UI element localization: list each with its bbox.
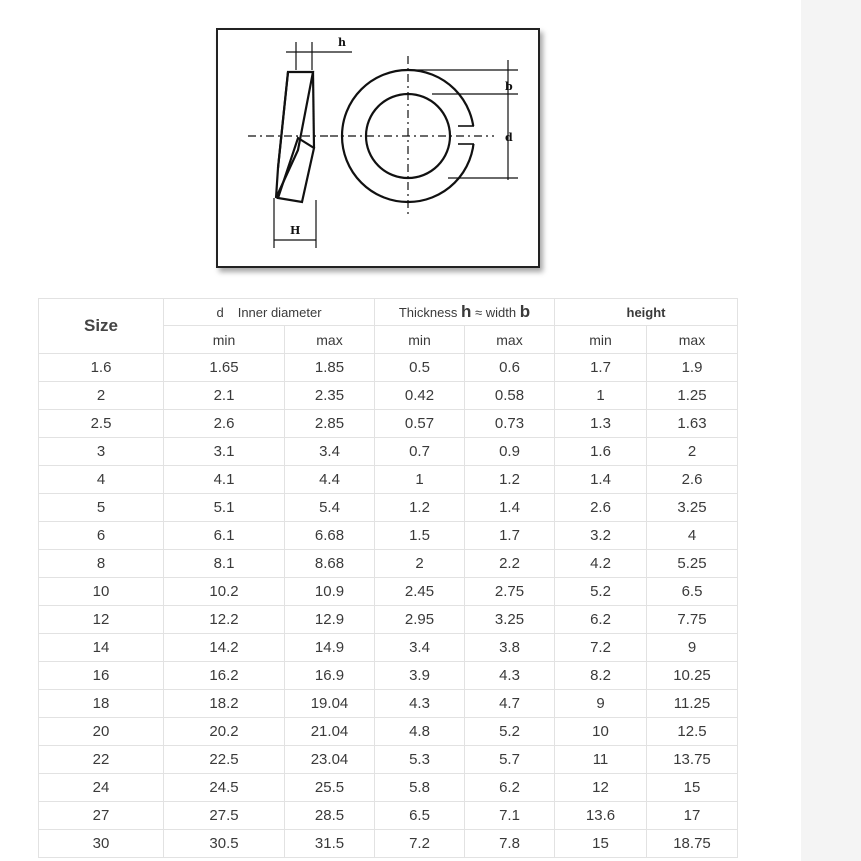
value-cell: 0.73 bbox=[465, 410, 555, 438]
value-cell: 5.4 bbox=[285, 494, 375, 522]
value-cell: 12 bbox=[555, 774, 647, 802]
value-cell: 2.6 bbox=[647, 466, 738, 494]
value-cell: 4.2 bbox=[555, 550, 647, 578]
value-cell: 0.7 bbox=[375, 438, 465, 466]
value-cell: 18.75 bbox=[647, 830, 738, 858]
size-cell: 10 bbox=[39, 578, 164, 606]
value-cell: 9 bbox=[647, 634, 738, 662]
table-row bbox=[39, 382, 738, 410]
value-cell: 10.2 bbox=[164, 578, 285, 606]
width-symbol: b bbox=[519, 302, 531, 321]
sub-header-cell: min bbox=[375, 326, 465, 354]
label-H: H bbox=[290, 224, 301, 237]
size-cell: 20 bbox=[39, 718, 164, 746]
value-cell: 7.2 bbox=[375, 830, 465, 858]
value-cell: 1 bbox=[375, 466, 465, 494]
value-cell: 2.35 bbox=[285, 382, 375, 410]
size-cell: 24 bbox=[39, 774, 164, 802]
value-cell: 12.5 bbox=[647, 718, 738, 746]
value-cell: 0.57 bbox=[375, 410, 465, 438]
value-cell: 4 bbox=[647, 522, 738, 550]
sub-header-cell: max bbox=[285, 326, 375, 354]
value-cell: 2 bbox=[375, 550, 465, 578]
table-row bbox=[39, 634, 738, 662]
value-cell: 21.04 bbox=[285, 718, 375, 746]
value-cell: 5.1 bbox=[164, 494, 285, 522]
value-cell: 5.25 bbox=[647, 550, 738, 578]
value-cell: 1.4 bbox=[555, 466, 647, 494]
value-cell: 12.2 bbox=[164, 606, 285, 634]
height-header: height bbox=[555, 299, 738, 326]
value-cell: 2.75 bbox=[465, 578, 555, 606]
label-h: h bbox=[338, 36, 346, 49]
sub-header-cell: min bbox=[164, 326, 285, 354]
value-cell: 1.6 bbox=[555, 438, 647, 466]
value-cell: 1 bbox=[555, 382, 647, 410]
value-cell: 8.1 bbox=[164, 550, 285, 578]
value-cell: 17 bbox=[647, 802, 738, 830]
value-cell: 22.5 bbox=[164, 746, 285, 774]
value-cell: 5.8 bbox=[375, 774, 465, 802]
thickness-width-header bbox=[375, 299, 555, 326]
value-cell: 20.2 bbox=[164, 718, 285, 746]
table-row bbox=[39, 438, 738, 466]
value-cell: 1.7 bbox=[555, 354, 647, 382]
value-cell: 8.2 bbox=[555, 662, 647, 690]
size-cell: 22 bbox=[39, 746, 164, 774]
value-cell: 24.5 bbox=[164, 774, 285, 802]
value-cell: 28.5 bbox=[285, 802, 375, 830]
value-cell: 6.5 bbox=[375, 802, 465, 830]
table-row bbox=[39, 690, 738, 718]
size-cell: 2 bbox=[39, 382, 164, 410]
inner-diameter-label: Inner diameter bbox=[237, 304, 322, 320]
value-cell: 14.9 bbox=[285, 634, 375, 662]
value-cell: 15 bbox=[555, 830, 647, 858]
value-cell: 7.75 bbox=[647, 606, 738, 634]
value-cell: 3.4 bbox=[285, 438, 375, 466]
value-cell: 3.25 bbox=[647, 494, 738, 522]
value-cell: 1.2 bbox=[375, 494, 465, 522]
size-cell: 4 bbox=[39, 466, 164, 494]
value-cell: 25.5 bbox=[285, 774, 375, 802]
washer-drawing bbox=[218, 30, 538, 266]
value-cell: 16.9 bbox=[285, 662, 375, 690]
table-row bbox=[39, 802, 738, 830]
value-cell: 4.3 bbox=[465, 662, 555, 690]
thickness-label: Thickness bbox=[398, 305, 458, 320]
size-cell: 2.5 bbox=[39, 410, 164, 438]
width-label: width bbox=[485, 305, 517, 320]
table-row bbox=[39, 494, 738, 522]
value-cell: 15 bbox=[647, 774, 738, 802]
inner-diameter-header bbox=[164, 299, 375, 326]
value-cell: 10.9 bbox=[285, 578, 375, 606]
value-cell: 2.2 bbox=[465, 550, 555, 578]
value-cell: 5.3 bbox=[375, 746, 465, 774]
table-group-header-row bbox=[39, 299, 738, 326]
table-row bbox=[39, 718, 738, 746]
size-cell: 14 bbox=[39, 634, 164, 662]
value-cell: 6.2 bbox=[465, 774, 555, 802]
value-cell: 5.2 bbox=[465, 718, 555, 746]
value-cell: 4.3 bbox=[375, 690, 465, 718]
thickness-symbol: h bbox=[461, 302, 472, 321]
table-row bbox=[39, 774, 738, 802]
value-cell: 13.6 bbox=[555, 802, 647, 830]
value-cell: 1.5 bbox=[375, 522, 465, 550]
value-cell: 2.6 bbox=[164, 410, 285, 438]
table-body bbox=[39, 354, 738, 858]
value-cell: 31.5 bbox=[285, 830, 375, 858]
inner-diameter-letter: d bbox=[216, 304, 224, 320]
value-cell: 1.4 bbox=[465, 494, 555, 522]
value-cell: 3.9 bbox=[375, 662, 465, 690]
table-row bbox=[39, 662, 738, 690]
table-row bbox=[39, 522, 738, 550]
value-cell: 2.85 bbox=[285, 410, 375, 438]
value-cell: 1.85 bbox=[285, 354, 375, 382]
washer-size-table bbox=[38, 298, 738, 858]
value-cell: 1.25 bbox=[647, 382, 738, 410]
value-cell: 7.2 bbox=[555, 634, 647, 662]
background-side-strip bbox=[801, 0, 861, 861]
value-cell: 1.3 bbox=[555, 410, 647, 438]
value-cell: 4.8 bbox=[375, 718, 465, 746]
table-row bbox=[39, 410, 738, 438]
size-cell: 5 bbox=[39, 494, 164, 522]
size-cell: 1.6 bbox=[39, 354, 164, 382]
table-row bbox=[39, 746, 738, 774]
value-cell: 3.8 bbox=[465, 634, 555, 662]
size-cell: 3 bbox=[39, 438, 164, 466]
table-row bbox=[39, 606, 738, 634]
label-b: b bbox=[505, 80, 513, 93]
value-cell: 6.1 bbox=[164, 522, 285, 550]
value-cell: 11 bbox=[555, 746, 647, 774]
value-cell: 3.4 bbox=[375, 634, 465, 662]
value-cell: 2.1 bbox=[164, 382, 285, 410]
value-cell: 1.7 bbox=[465, 522, 555, 550]
value-cell: 6.5 bbox=[647, 578, 738, 606]
size-cell: 6 bbox=[39, 522, 164, 550]
value-cell: 4.1 bbox=[164, 466, 285, 494]
value-cell: 0.58 bbox=[465, 382, 555, 410]
table-row bbox=[39, 466, 738, 494]
value-cell: 2.6 bbox=[555, 494, 647, 522]
value-cell: 6.2 bbox=[555, 606, 647, 634]
value-cell: 0.6 bbox=[465, 354, 555, 382]
value-cell: 30.5 bbox=[164, 830, 285, 858]
value-cell: 12.9 bbox=[285, 606, 375, 634]
value-cell: 0.42 bbox=[375, 382, 465, 410]
value-cell: 10 bbox=[555, 718, 647, 746]
size-cell: 18 bbox=[39, 690, 164, 718]
size-cell: 16 bbox=[39, 662, 164, 690]
value-cell: 1.2 bbox=[465, 466, 555, 494]
value-cell: 11.25 bbox=[647, 690, 738, 718]
value-cell: 19.04 bbox=[285, 690, 375, 718]
value-cell: 4.4 bbox=[285, 466, 375, 494]
value-cell: 2.95 bbox=[375, 606, 465, 634]
value-cell: 23.04 bbox=[285, 746, 375, 774]
value-cell: 1.65 bbox=[164, 354, 285, 382]
value-cell: 4.7 bbox=[465, 690, 555, 718]
value-cell: 0.9 bbox=[465, 438, 555, 466]
value-cell: 0.5 bbox=[375, 354, 465, 382]
approx-symbol: ≈ bbox=[475, 305, 483, 320]
value-cell: 2 bbox=[647, 438, 738, 466]
size-cell: 12 bbox=[39, 606, 164, 634]
value-cell: 2.45 bbox=[375, 578, 465, 606]
value-cell: 10.25 bbox=[647, 662, 738, 690]
value-cell: 9 bbox=[555, 690, 647, 718]
sub-header-cell: max bbox=[465, 326, 555, 354]
value-cell: 6.68 bbox=[285, 522, 375, 550]
table-row bbox=[39, 354, 738, 382]
size-cell: 8 bbox=[39, 550, 164, 578]
value-cell: 7.8 bbox=[465, 830, 555, 858]
size-header: Size bbox=[39, 299, 164, 354]
value-cell: 1.9 bbox=[647, 354, 738, 382]
value-cell: 3.1 bbox=[164, 438, 285, 466]
value-cell: 13.75 bbox=[647, 746, 738, 774]
value-cell: 14.2 bbox=[164, 634, 285, 662]
sub-header-cell: max bbox=[647, 326, 738, 354]
value-cell: 8.68 bbox=[285, 550, 375, 578]
table-row bbox=[39, 578, 738, 606]
spring-washer-diagram bbox=[216, 28, 540, 268]
table-row bbox=[39, 550, 738, 578]
value-cell: 5.7 bbox=[465, 746, 555, 774]
size-cell: 27 bbox=[39, 802, 164, 830]
value-cell: 3.2 bbox=[555, 522, 647, 550]
value-cell: 5.2 bbox=[555, 578, 647, 606]
label-d: d bbox=[505, 131, 513, 144]
sub-header-cell: min bbox=[555, 326, 647, 354]
value-cell: 16.2 bbox=[164, 662, 285, 690]
value-cell: 3.25 bbox=[465, 606, 555, 634]
value-cell: 1.63 bbox=[647, 410, 738, 438]
value-cell: 27.5 bbox=[164, 802, 285, 830]
size-cell: 30 bbox=[39, 830, 164, 858]
value-cell: 7.1 bbox=[465, 802, 555, 830]
value-cell: 18.2 bbox=[164, 690, 285, 718]
table-row bbox=[39, 830, 738, 858]
